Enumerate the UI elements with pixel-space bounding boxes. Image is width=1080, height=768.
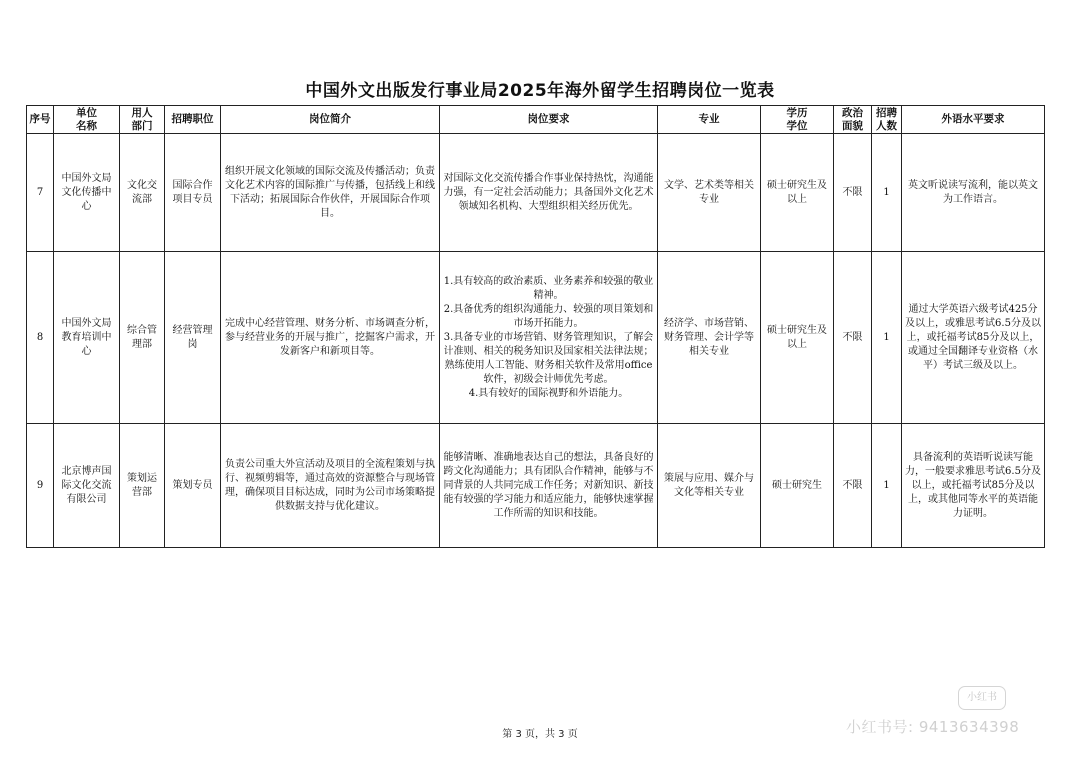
cell-count: 1 <box>872 424 902 548</box>
cell-political: 不限 <box>834 424 872 548</box>
cell-major: 策展与应用、媒介与文化等相关专业 <box>658 424 761 548</box>
cell-intro: 完成中心经营管理、财务分析、市场调查分析，参与经营业务的开展与推广，挖掘客户需求，开发新客户和新项目等。 <box>221 252 440 424</box>
cell-major: 文学、艺术类等相关专业 <box>658 134 761 252</box>
cell-language: 通过大学英语六级考试425分及以上，或雅思考试6.5分及以上，或托福考试85分及以上，或通过全国翻译专业资格（水平）考试三级及以上。 <box>902 252 1045 424</box>
header-seq: 序号 <box>27 106 54 134</box>
cell-seq: 8 <box>27 252 54 424</box>
cell-position: 策划专员 <box>165 424 221 548</box>
cell-position: 经营管理岗 <box>165 252 221 424</box>
header-requirements: 岗位要求 <box>440 106 658 134</box>
cell-seq: 7 <box>27 134 54 252</box>
cell-language: 英文听说读写流利，能以英文为工作语言。 <box>902 134 1045 252</box>
header-degree: 学历 学位 <box>761 106 834 134</box>
cell-political: 不限 <box>834 134 872 252</box>
watermark-logo: 小红书 <box>958 686 1006 710</box>
header-count: 招聘 人数 <box>872 106 902 134</box>
table-row <box>27 424 1045 548</box>
header-dept: 用人 部门 <box>120 106 165 134</box>
cell-language: 具备流利的英语听说读写能力，一般要求雅思考试6.5分及以上，或托福考试85分及以上，或其他同等水平的英语能力证明。 <box>902 424 1045 548</box>
cell-intro: 负责公司重大外宣活动及项目的全流程策划与执行、视频剪辑等，通过高效的资源整合与现场管理，确保项目目标达成，同时为公司市场策略提供数据支持与优化建议。 <box>221 424 440 548</box>
cell-unit: 中国外文局教育培训中心 <box>54 252 120 424</box>
header-language: 外语水平要求 <box>902 106 1045 134</box>
header-unit: 单位 名称 <box>54 106 120 134</box>
cell-degree: 硕士研究生及以上 <box>761 134 834 252</box>
cell-degree: 硕士研究生 <box>761 424 834 548</box>
cell-unit: 中国外文局文化传播中心 <box>54 134 120 252</box>
cell-unit: 北京博声国际文化交流有限公司 <box>54 424 120 548</box>
cell-requirements <box>440 252 658 424</box>
watermark-text: 小红书号: 9413634398 <box>846 718 1020 736</box>
requirement-item: 3.具备专业的市场营销、财务管理知识，了解会计准则、相关的税务知识及国家相关法律法规；熟练使用人工智能、财务相关软件及常用office软件，初级会计师优先考虑。 <box>443 331 654 385</box>
cell-dept: 文化交流部 <box>120 134 165 252</box>
header-major: 专业 <box>658 106 761 134</box>
cell-count: 1 <box>872 134 902 252</box>
table-header-row <box>27 106 1045 134</box>
cell-dept: 综合管理部 <box>120 252 165 424</box>
page-footer: 第 3 页，共 3 页 <box>502 729 578 740</box>
recruitment-table <box>26 105 1045 548</box>
table-row <box>27 252 1045 424</box>
cell-degree: 硕士研究生及以上 <box>761 252 834 424</box>
cell-seq: 9 <box>27 424 54 548</box>
page-title: 中国外文出版发行事业局2025年海外留学生招聘岗位一览表 <box>305 81 775 101</box>
cell-dept: 策划运营部 <box>120 424 165 548</box>
cell-count: 1 <box>872 252 902 424</box>
cell-requirements: 能够清晰、准确地表达自己的想法，具备良好的跨文化沟通能力；具有团队合作精神，能够与不同背景的人共同完成工作任务；对新知识、新技能有较强的学习能力和适应能力，能够快速掌握工作所需的知识和技能。 <box>440 424 658 548</box>
header-intro: 岗位简介 <box>221 106 440 134</box>
cell-requirements: 对国际文化交流传播合作事业保持热忱，沟通能力强，有一定社会活动能力；具备国外文化艺术领域知名机构、大型组织相关经历优先。 <box>440 134 658 252</box>
cell-intro: 组织开展文化领域的国际交流及传播活动；负责文化艺术内容的国际推广与传播，包括线上和线下活动；拓展国际合作伙伴，开展国际合作项目。 <box>221 134 440 252</box>
cell-political: 不限 <box>834 252 872 424</box>
requirement-item: 1.具有较高的政治素质、业务素养和较强的敬业精神。 <box>443 275 654 301</box>
header-political: 政治 面貌 <box>834 106 872 134</box>
table-row <box>27 134 1045 252</box>
cell-position: 国际合作项目专员 <box>165 134 221 252</box>
requirement-item: 2.具备优秀的组织沟通能力、较强的项目策划和市场开拓能力。 <box>443 303 654 329</box>
cell-major: 经济学、市场营销、财务管理、会计学等相关专业 <box>658 252 761 424</box>
requirement-item: 4.具有较好的国际视野和外语能力。 <box>468 387 629 399</box>
header-position: 招聘职位 <box>165 106 221 134</box>
